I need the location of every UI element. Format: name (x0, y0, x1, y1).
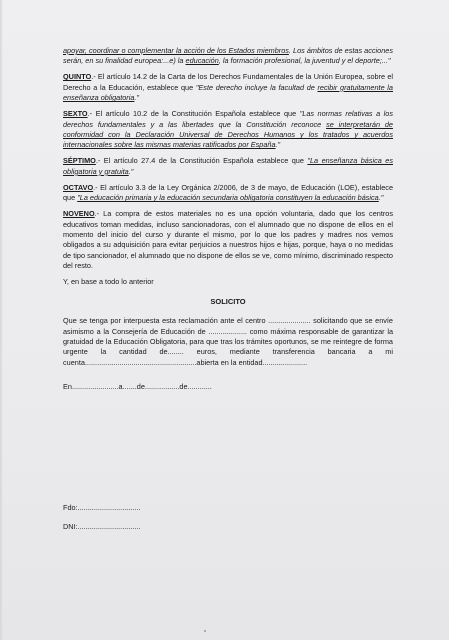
paragraph-continuation (63, 46, 393, 67)
solicito-heading: SOLICITO (210, 296, 246, 306)
quote-text: ." (128, 166, 134, 176)
paragraph-text: .- El artículo 3.3 de la Ley Orgánica 2/2006, de 3 de mayo, de Educación (LOE), establece que (63, 182, 393, 203)
quote-text: ." (134, 93, 140, 103)
quote-underlined: recibir gratuitamente la enseñanza obligatoria (63, 82, 393, 103)
closing-line: Y, en base a todo lo anterior (63, 277, 154, 287)
date-line: En.......................a.......de.................de............ (63, 382, 212, 392)
quote-underlined: "La enseñanza básica es obligatoria y gratuita (63, 156, 394, 176)
paragraph-text: .- La compra de estos materiales no es una opción voluntaria, dado que los centros educativos toman medidas, incluso sancionadoras, con el alumnado que no dispone de ellos en el momento del inicio del curso y durante el mismo, por lo que los padres y madres nos vemos obligados a su adquisición para evitar perjuicios a nuestros hijos e hijas, porque, haya o no medidas de tipo sancionador, el alumnado que no dispone de ellos se ve, como mínimo, discriminado respecto del resto. (63, 209, 393, 271)
paragraph-quinto (63, 72, 393, 103)
section-label: SÉPTIMO (63, 156, 96, 166)
dni-field: DNI:............................... (63, 522, 141, 531)
paragraph-septimo (63, 156, 393, 177)
quote-text: "Las normas relativas a los derechos fundamentales y a las libertades que la Constitución reconoce (63, 109, 393, 129)
quote-underlined: se interpretarán de conformidad con la Declaración Universal de Derechos Humanos y los tratados y acuerdos internacionales sobre las mismas materias ratificados por España (63, 119, 393, 150)
quote-text: ." (275, 140, 281, 150)
section-label: SEXTO (63, 109, 88, 119)
document-body (63, 46, 393, 398)
quote-text: , la formación profesional, la juventud y el deporte;..." (218, 56, 391, 66)
quote-text: . Los ámbitos de estas acciones serán, en su finalidad europea:...e) la (63, 46, 393, 66)
section-label: QUINTO (63, 72, 92, 82)
paragraph-noveno (63, 209, 393, 271)
scan-speck (204, 630, 206, 632)
paragraph-sexto (63, 109, 393, 151)
quote-underlined: apoyar, coordinar o complementar la acción de los Estados miembros (63, 46, 289, 55)
paragraph-text: .- El artículo 27.4 de la Constitución Española establece que (95, 156, 308, 166)
section-label: NOVENO (63, 209, 95, 219)
quote-underlined: "La educación primaria y la educación secundaria obligatoria constituyen la educación básica (77, 193, 379, 203)
quote-underlined: educación (185, 56, 219, 66)
quote-text: "Este derecho incluye la facultad de (195, 82, 318, 92)
paragraph-text: .- El artículo 10.2 de la Constitución Española establece que (87, 109, 300, 119)
solicito-paragraph: Que se tenga por interpuesta esta reclamación ante el centro ..................... solicitando que se envíe asimismo a la Consejería de Educación de ................... como máxima responsable de garantizar la gratuidad de la Educación Obligatoria, para que tras los trámites oportunos, se me reintegre de forma urgente la cantidad de........ euros, mediante transferencia bancaria a mi cuenta.......................................................abierta en la entidad...................... (63, 316, 393, 367)
paragraph-octavo (63, 183, 393, 204)
quote-text: ." (378, 193, 384, 203)
signature-field: Fdo:............................... (63, 503, 141, 512)
paragraph-text: .- El artículo 14.2 de la Carta de los Derechos Fundamentales de la Unión Europea, sobre el Derecho a la Educación, establece que (63, 72, 393, 92)
section-label: OCTAVO (63, 182, 94, 192)
page-edge-shadow (0, 0, 3, 640)
